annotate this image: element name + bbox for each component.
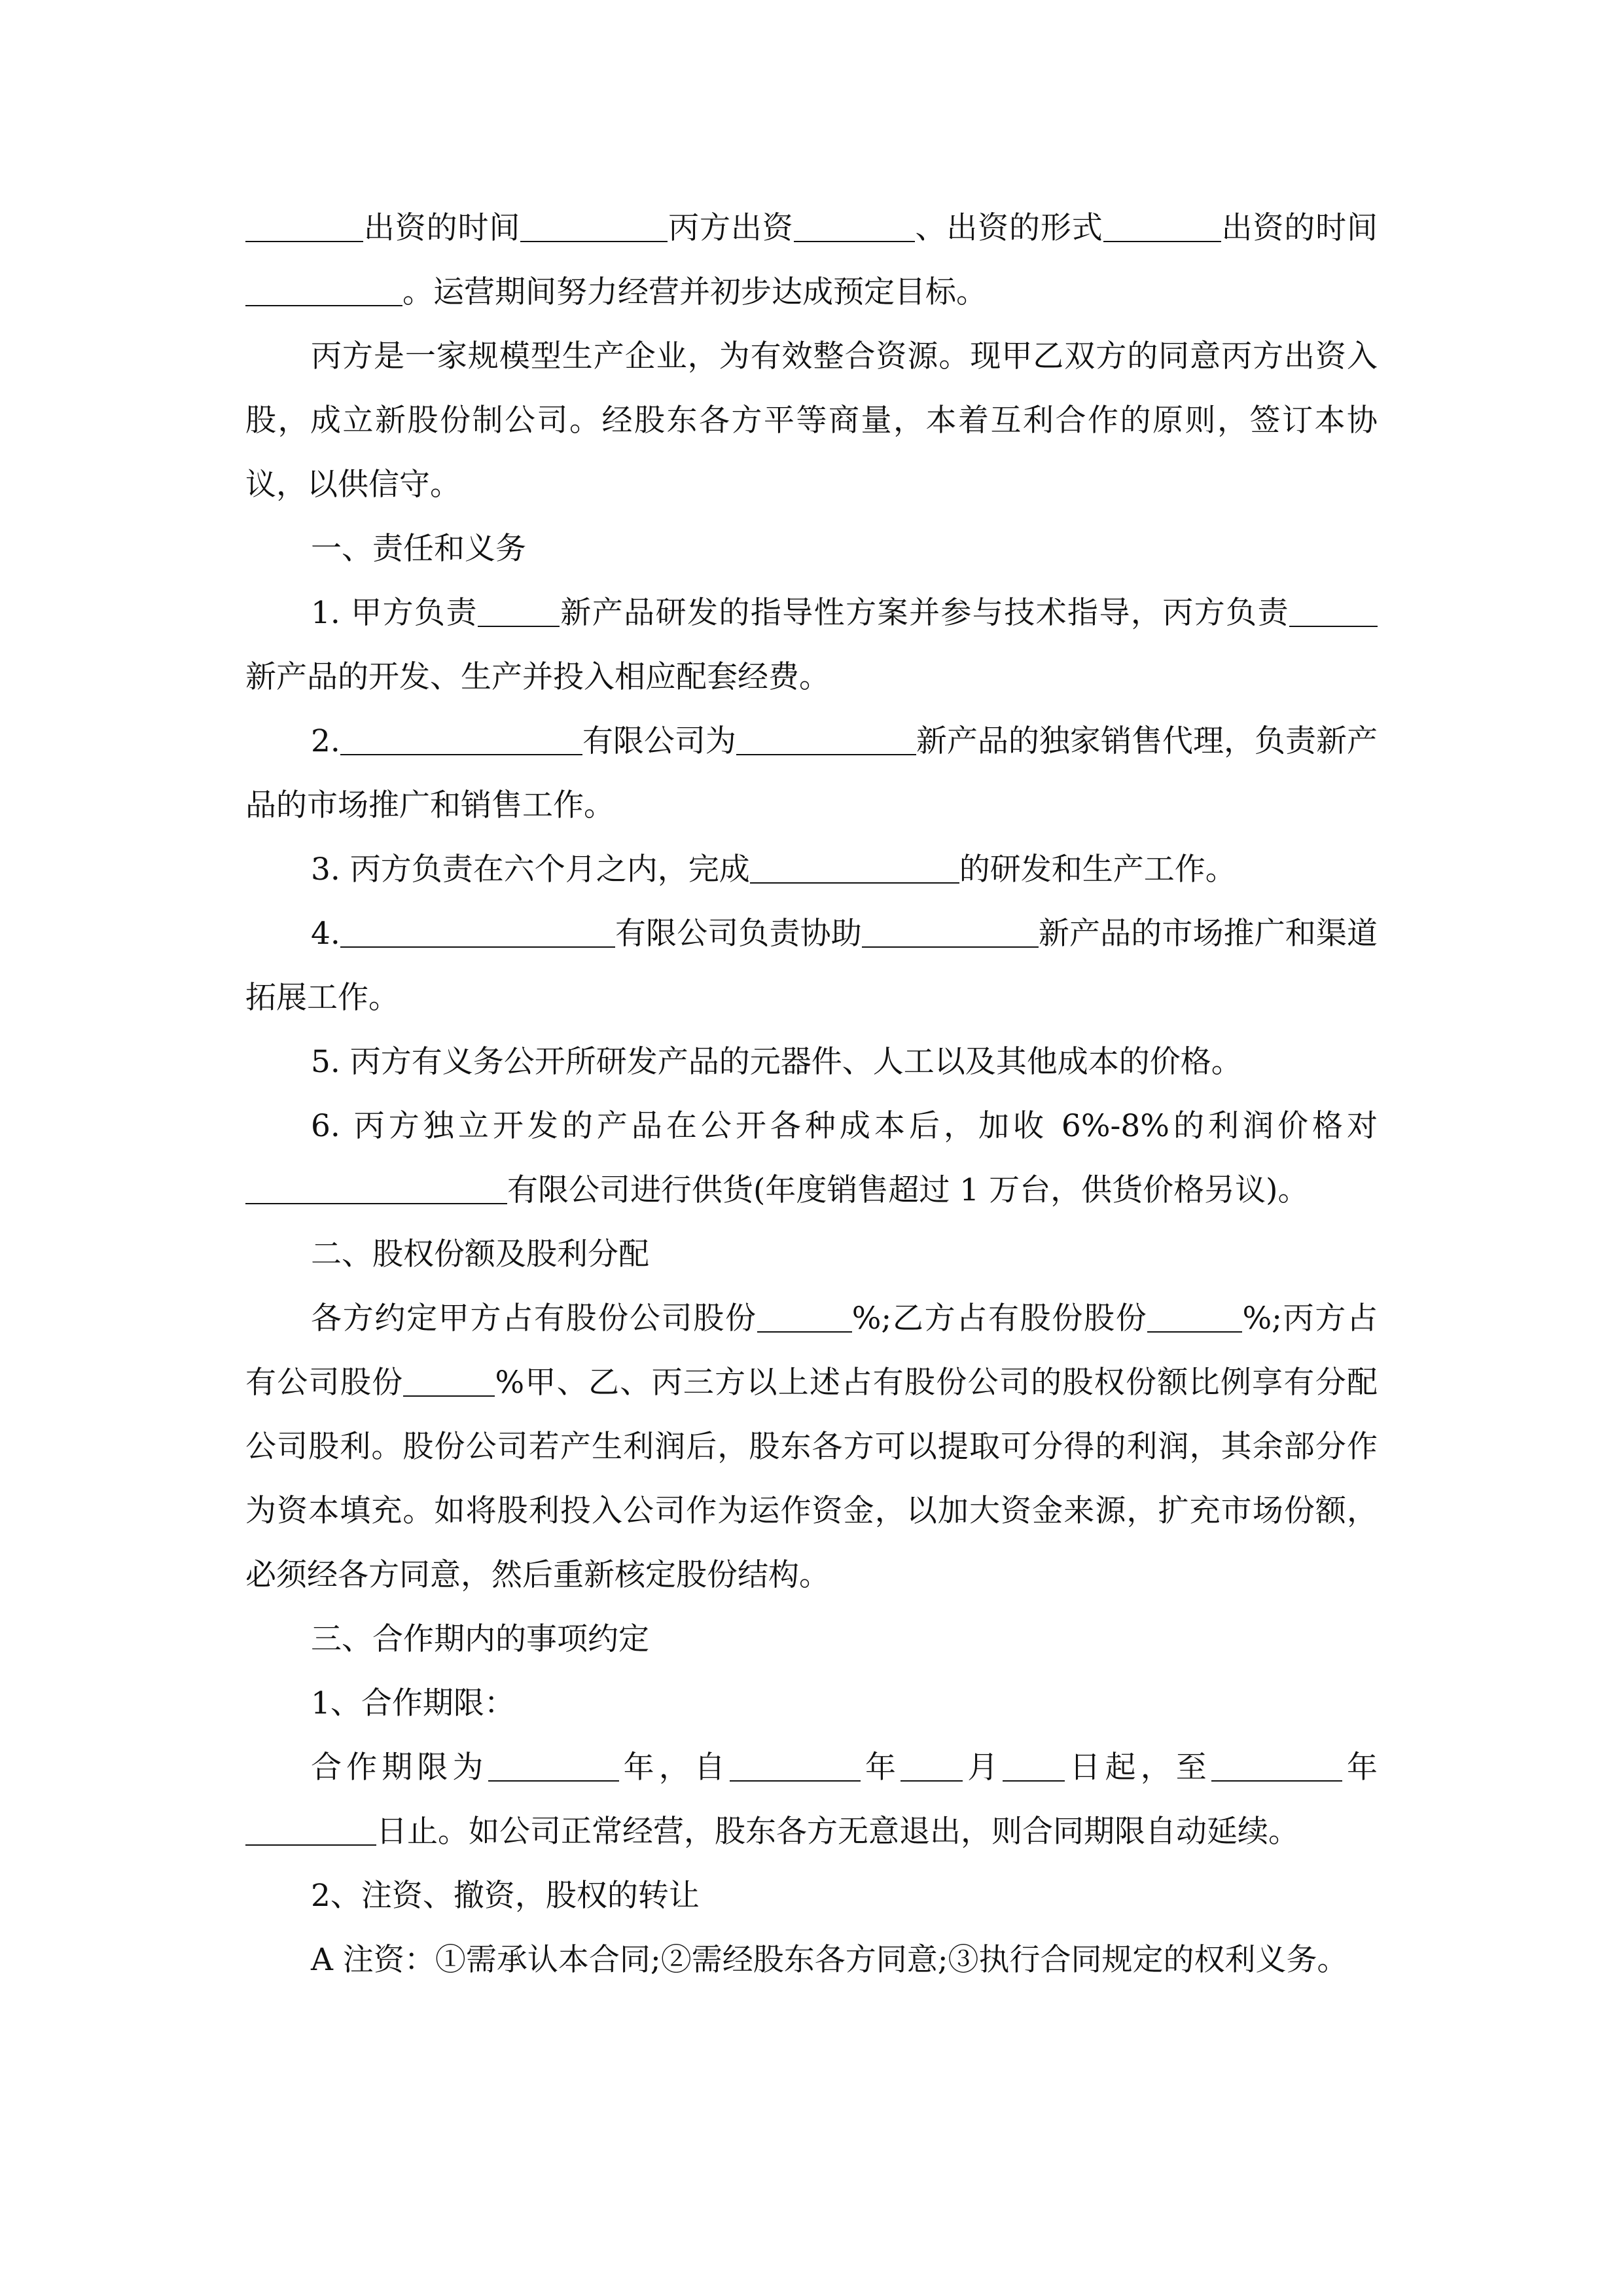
subheading-cooperation-term: 1、合作期限： — [311, 1685, 515, 1721]
paragraph-intro: 丙方是一家规模型生产企业，为有效整合资源。现甲乙双方的同意丙方出资入股，成立新股份制公司。经股东各方平等商量，本着互利合作的原则，签订本协议，以供信守。 — [245, 338, 1378, 503]
subheading-capital-changes: 2、注资、撤资，股权的转让 — [311, 1878, 700, 1914]
blank-line — [245, 267, 402, 306]
blank-line — [730, 1742, 861, 1782]
blank-line — [245, 203, 363, 242]
paragraph-investment-time: 出资的时间 丙方出资 、出资的形式 出资的时间。运营期间努力经营并初步达成预定目标。 — [245, 196, 1378, 325]
clause-3: 3. 丙方负责在六个月之内，完成 的研发和生产工作。 — [245, 838, 1378, 902]
clause-2: 2. 有限公司为 新产品的独家销售代理，负责新产品的市场推广和销售工作。 — [245, 709, 1378, 838]
blank-line — [862, 908, 1039, 948]
paragraph-capital-injection: A 注资：①需承认本合同;②需经股东各方同意;③执行合同规定的权利义务。 — [311, 1942, 1348, 1978]
blank-line — [478, 588, 560, 627]
blank-line — [245, 1165, 507, 1204]
blank-line — [1289, 588, 1378, 627]
blank-line — [1147, 1293, 1242, 1333]
blank-line — [1211, 1742, 1342, 1782]
paragraph-equity-shares: 各方约定甲方占有股份公司股份 %;乙方占有股份股份 %;丙方占有公司股份 %甲、乙、丙三方以上述占有股份公司的股权份额比例享有分配公司股利。股份公司若产生利润后，股东各方可以提取可分得的利润，其余部分作为资本填充。如将股利投入公司作为运作资金，以加大资金来源，扩充市场份额，必须经各方同意，然后重新核定股份结构。 — [245, 1287, 1378, 1607]
clause-6: 6. 丙方独立开发的产品在公开各种成本后，加收 6%-8%的利润价格对有限公司进行供货(年度销售超过 1 万台，供货价格另议)。 — [245, 1094, 1378, 1223]
blank-line — [757, 1293, 852, 1333]
blank-line — [245, 1806, 376, 1846]
clause-5: 5. 丙方有义务公开所研发产品的元器件、人工以及其他成本的价格。 — [311, 1044, 1242, 1080]
section-heading-responsibilities: 一、责任和义务 — [311, 531, 526, 567]
blank-line — [794, 203, 915, 242]
clause-4: 4. 有限公司负责协助 新产品的市场推广和渠道拓展工作。 — [245, 902, 1378, 1030]
blank-line — [488, 1742, 619, 1782]
section-heading-cooperation: 三、合作期内的事项约定 — [311, 1621, 649, 1657]
blank-line — [1103, 203, 1221, 242]
blank-line — [736, 716, 916, 755]
blank-line — [340, 908, 615, 948]
clause-1: 1. 甲方负责 新产品研发的指导性方案并参与技术指导，丙方负责新产品的开发、生产并投入相应配套经费。 — [245, 581, 1378, 709]
document-page — [245, 196, 1378, 1992]
blank-line — [520, 203, 668, 242]
blank-line — [403, 1357, 495, 1397]
paragraph-cooperation-term: 合作期限为 年，自 年 月 日起，至 年日止。如公司正常经营，股东各方无意退出，则合同期限自动延续。 — [245, 1736, 1378, 1864]
blank-line — [901, 1742, 963, 1782]
blank-line — [750, 844, 959, 884]
blank-line — [1003, 1742, 1065, 1782]
section-heading-equity: 二、股权份额及股利分配 — [311, 1236, 649, 1272]
blank-line — [340, 716, 582, 755]
